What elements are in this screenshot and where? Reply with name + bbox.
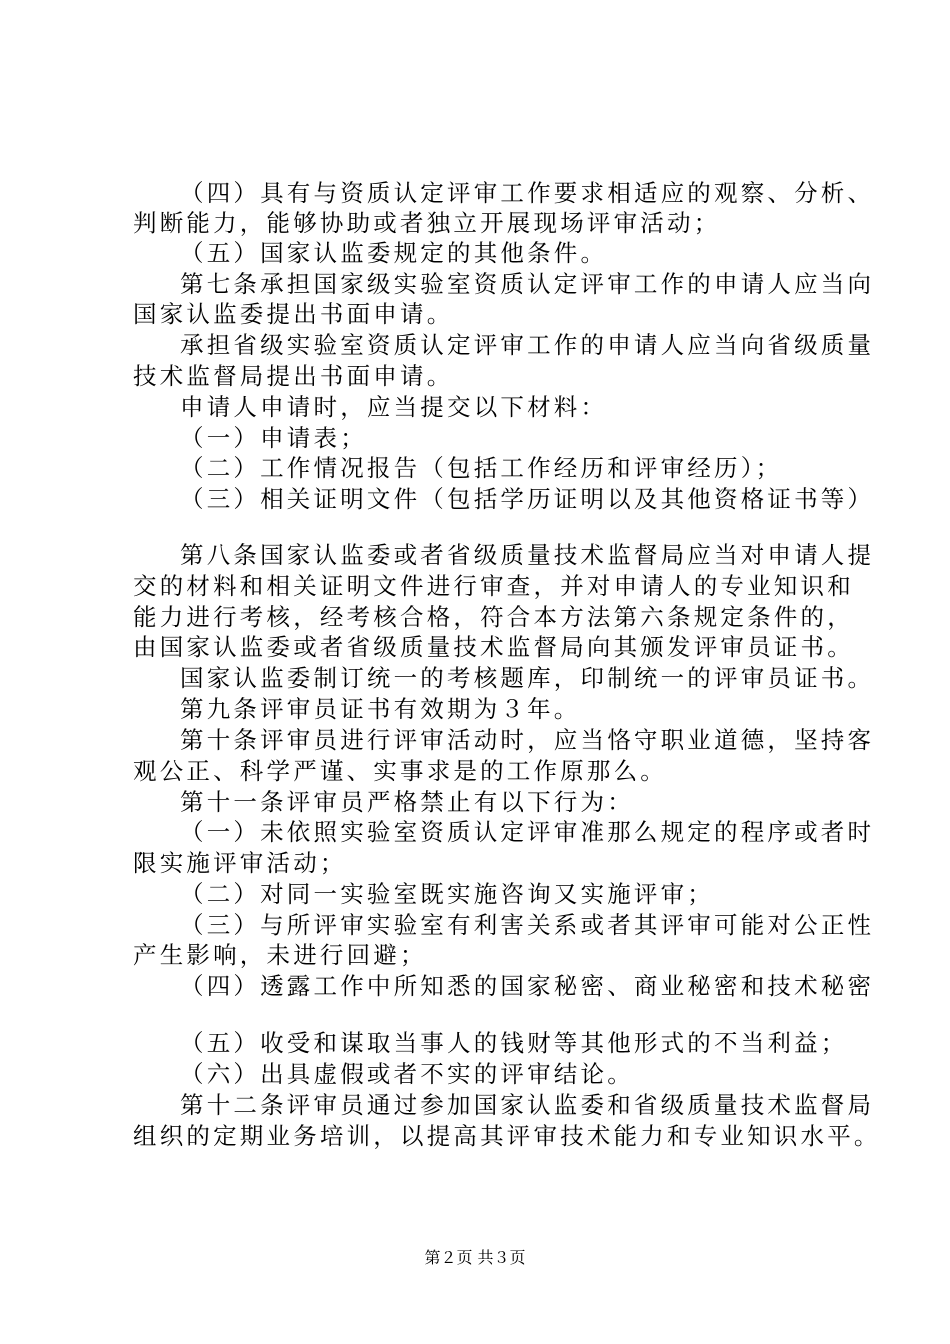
- text-line: 由国家认监委或者省级质量技术监督局向其颁发评审员证书。: [133, 633, 854, 661]
- text-line: 承担省级实验室资质认定评审工作的申请人应当向省级质量: [180, 331, 875, 359]
- text-line: 能力进行考核，经考核合格，符合本方法第六条规定条件的，: [133, 603, 854, 631]
- text-line: （一）未依照实验室资质认定评审准那么规定的程序或者时: [180, 818, 875, 846]
- text-line: 第十一条评审员严格禁止有以下行为：: [180, 788, 634, 816]
- text-line: 观公正、科学严谨、实事求是的工作原那么。: [133, 757, 667, 785]
- text-line: （二）工作情况报告（包括工作经历和评审经历）；: [180, 454, 783, 482]
- text-line: （六）出具虚假或者不实的评审结论。: [180, 1060, 634, 1088]
- text-line: 限实施评审活动；: [133, 849, 347, 877]
- text-line: 申请人申请时，应当提交以下材料：: [180, 393, 608, 421]
- page-number-footer: 第２页 共３页: [424, 1248, 526, 1267]
- text-line: 第十条评审员进行评审活动时，应当恪守职业道德，坚持客: [180, 726, 875, 754]
- text-line: 国家认监委提出书面申请。: [133, 300, 454, 328]
- text-line: 第十二条评审员通过参加国家认监委和省级质量技术监督局: [180, 1091, 875, 1119]
- text-line: 第九条评审员证书有效期为３年。: [180, 695, 581, 723]
- text-line: 产生影响，未进行回避；: [133, 941, 427, 969]
- text-line: 交的材料和相关证明文件进行审查，并对申请人的专业知识和: [133, 572, 854, 600]
- text-line: （四）透露工作中所知悉的国家秘密、商业秘密和技术秘密: [180, 972, 875, 1000]
- text-line: （三）相关证明文件（包括学历证明以及其他资格证书等）: [180, 485, 875, 513]
- text-line: 第八条国家认监委或者省级质量技术监督局应当对申请人提: [180, 541, 875, 569]
- text-line: （一）申请表；: [180, 424, 367, 452]
- text-line: 技术监督局提出书面申请。: [133, 362, 454, 390]
- text-line: 判断能力，能够协助或者独立开展现场评审活动；: [133, 209, 721, 237]
- text-line: （三）与所评审实验室有利害关系或者其评审可能对公正性: [180, 911, 875, 939]
- text-line: 组织的定期业务培训，以提高其评审技术能力和专业知识水平。: [133, 1122, 881, 1150]
- text-line: 第七条承担国家级实验室资质认定评审工作的申请人应当向: [180, 270, 875, 298]
- text-line: （四）具有与资质认定评审工作要求相适应的观察、分析、: [180, 179, 875, 207]
- text-line: （五）收受和谋取当事人的钱财等其他形式的不当利益；: [180, 1029, 848, 1057]
- text-line: 国家认监委制订统一的考核题库，印制统一的评审员证书。: [180, 664, 875, 692]
- text-line: （五）国家认监委规定的其他条件。: [180, 239, 608, 267]
- text-line: （二）对同一实验室既实施咨询又实施评审；: [180, 880, 714, 908]
